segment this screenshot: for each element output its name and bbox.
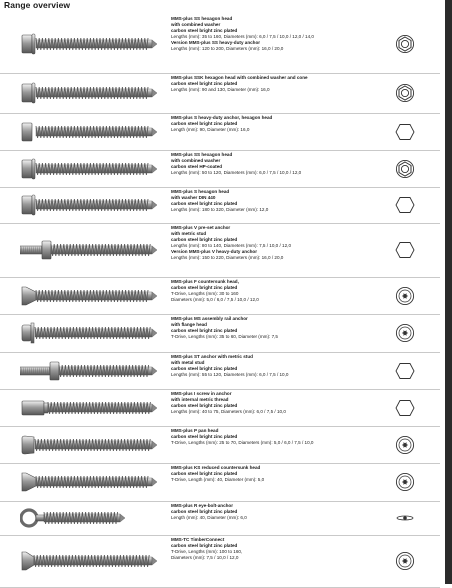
product-title-line: MMS-plus S heavy-duty anchor, hexagon head — [171, 115, 273, 120]
product-description — [171, 503, 399, 521]
screw-image — [20, 119, 160, 150]
product-row — [0, 501, 440, 536]
product-title-line: carbon steel HP-coated — [171, 164, 223, 169]
product-title-line: carbon steel bright zinc plated — [171, 471, 238, 476]
product-row — [0, 426, 440, 464]
product-description — [171, 279, 399, 303]
product-title-line: carbon steel bright zinc plated — [171, 28, 238, 33]
product-title-line: MMS-plus KS reduced countersunk head — [171, 465, 261, 470]
product-description — [171, 75, 399, 93]
product-title-line: carbon steel bright zinc plated — [171, 81, 238, 86]
hex-drive-icon — [395, 398, 415, 418]
product-row — [0, 223, 440, 278]
product-spec-line: Length (mm): 90, Diameter (mm): 16,0 — [171, 127, 250, 132]
product-title-line: MMS-plus SS hexagon head — [171, 16, 233, 21]
product-description — [171, 465, 399, 483]
product-row — [0, 535, 440, 588]
product-row — [0, 14, 440, 74]
product-spec-line: Lengths (mm): 50 to 120, Diameters (mm): 6,0 / 7,5 / 10,0 / 12,0 — [171, 170, 302, 175]
product-title-line: carbon steel bright zinc plated — [171, 403, 238, 408]
product-title-line: MMS-plus SS hexagon head — [171, 152, 233, 157]
product-title-line: with flange head — [171, 322, 207, 327]
product-description — [171, 152, 399, 176]
eye-drive-icon — [395, 508, 415, 528]
product-row — [0, 389, 440, 427]
hex-drive-icon — [395, 361, 415, 381]
screw-image — [20, 192, 160, 223]
product-title-line: MMS-plus P pan head — [171, 428, 219, 433]
screw-image — [20, 320, 160, 351]
product-description — [171, 354, 399, 378]
product-description — [171, 189, 399, 213]
screw-image — [20, 283, 160, 314]
product-description — [171, 316, 399, 340]
screw-image — [20, 156, 160, 187]
torx-drive-icon — [395, 472, 415, 492]
product-description — [171, 537, 399, 561]
product-title-line: MMS-plus R eye-bolt-anchor — [171, 503, 234, 508]
product-title-line: carbon steel bright zinc plated — [171, 366, 238, 371]
hex-washer-drive-icon — [395, 159, 415, 179]
product-spec-line: T-Drive, Lengths (mm): 25 to 70, Diameters (mm): 5,0 / 6,0 / 7,5 / 10,0 — [171, 440, 314, 445]
product-row — [0, 352, 440, 390]
product-title-line: carbon steel bright zinc plated — [171, 201, 238, 206]
product-spec-line: Lengths (mm): 35 to 160, Diameters (mm): 6,0 / 7,5 / 10,0 / 12,0 / 14,0 — [171, 34, 314, 39]
screw-image — [20, 395, 160, 426]
product-title-line: with combined washer — [171, 22, 221, 27]
product-title-line: MMS-plus S hexagon head — [171, 189, 230, 194]
product-spec-line: Length (mm): 40, Diameter (mm): 6,0 — [171, 515, 247, 520]
product-spec-line: Lengths (mm): 90 and 130, Diameter (mm): 16,0 — [171, 87, 270, 92]
product-spec-line: Lengths (mm): 180 to 320, Diameter (mm): 12,0 — [171, 207, 269, 212]
product-spec-line: Lengths (mm): 150 to 220, Diameters (mm): 16,0 / 20,0 — [171, 255, 284, 260]
hex-drive-icon — [395, 240, 415, 260]
product-title-line: MMS-plus V pre-set anchor — [171, 225, 231, 230]
product-title-line: carbon steel bright zinc plated — [171, 285, 238, 290]
screw-image — [20, 358, 160, 389]
product-title-line: carbon steel bright zinc plated — [171, 237, 238, 242]
product-row — [0, 73, 440, 114]
product-description — [171, 16, 399, 52]
product-spec-line: Diameters (mm): 5,0 / 6,0 / 7,5 / 10,0 / 12,0 — [171, 297, 259, 302]
torx-drive-icon — [395, 286, 415, 306]
screw-image — [20, 469, 160, 500]
product-description — [171, 225, 399, 261]
product-row — [0, 463, 440, 502]
product-spec-line: T-Drive, Length (mm): 40, Diameter (mm): 5,0 — [171, 477, 265, 482]
screw-image — [20, 505, 160, 536]
product-row — [0, 150, 440, 188]
product-description — [171, 115, 399, 133]
screw-image — [20, 432, 160, 463]
product-spec-line: T-Drive, Lengths (mm): 30 to 160 — [171, 291, 239, 296]
screw-image — [20, 237, 160, 268]
screw-image — [20, 548, 160, 579]
screw-image — [20, 80, 160, 111]
product-title-line: carbon steel bright zinc plated — [171, 434, 238, 439]
product-title-line: with metal stud — [171, 360, 205, 365]
product-title-line: carbon steel bright zinc plated — [171, 543, 238, 548]
torx-drive-icon — [395, 435, 415, 455]
product-spec-line: T-Drive, Lengths (mm): 35 to 60, Diameter (mm): 7,5 — [171, 334, 278, 339]
product-title-line: MMS-plus MS assembly rail anchor — [171, 316, 248, 321]
product-title-line: with washer DIN 440 — [171, 195, 216, 200]
product-row — [0, 187, 440, 224]
product-title-line: carbon steel bright zinc plated — [171, 328, 238, 333]
product-title-line: MMS-plus ST anchor with metric stud — [171, 354, 253, 359]
product-title-line: MMS-plus I screw in anchor — [171, 391, 232, 396]
product-title-line: with metric stud — [171, 231, 207, 236]
product-description — [171, 428, 399, 446]
product-spec-line: Lengths (mm): 80 to 140, Diameters (mm): 7,5 / 10,0 / 12,0 — [171, 243, 291, 248]
torx-drive-icon — [395, 323, 415, 343]
hex-drive-icon — [395, 195, 415, 215]
page-title: Range overview — [4, 0, 71, 10]
product-row — [0, 113, 440, 151]
hex-washer-drive-icon — [395, 83, 415, 103]
product-title-line: carbon steel bright zinc plated — [171, 509, 238, 514]
torx-drive-icon — [395, 551, 415, 571]
product-spec-line: Lengths (mm): 40 to 75, Diameters (mm): 6,0 / 7,5 / 10,0 — [171, 409, 286, 414]
product-title-line: MMS-plus SSK hexagon head with combined washer and cone — [171, 75, 308, 80]
product-title-line: with combined washer — [171, 158, 221, 163]
hex-washer-drive-icon — [395, 34, 415, 54]
product-spec-line: Diameters (mm): 7,5 / 10,0 / 12,0 — [171, 555, 239, 560]
product-description — [171, 391, 399, 415]
screw-image — [20, 31, 160, 62]
product-row — [0, 314, 440, 353]
product-spec-line: Lengths (mm): 55 to 120, Diameters (mm): 6,0 / 7,5 / 10,0 — [171, 372, 289, 377]
product-spec-line: Lengths (mm): 120 to 200, Diameters (mm): 16,0 / 20,0 — [171, 46, 284, 51]
product-title-line: MMS-TC TimberConnect — [171, 537, 225, 542]
product-title-line: carbon steel bright zinc plated — [171, 121, 238, 126]
page-edge-bar — [445, 0, 452, 584]
product-title-line: with internal metric thread — [171, 397, 229, 402]
product-spec-line: T-Drive, Lengths (mm): 100 to 160, — [171, 549, 243, 554]
product-title-line: MMS-plus F countersunk head, — [171, 279, 239, 284]
product-title-line: Version MMS-plus V heavy-duty anchor — [171, 249, 258, 254]
product-title-line: Version MMS-plus SS heavy-duty anchor — [171, 40, 261, 45]
product-row — [0, 277, 440, 315]
hex-drive-icon — [395, 122, 415, 142]
